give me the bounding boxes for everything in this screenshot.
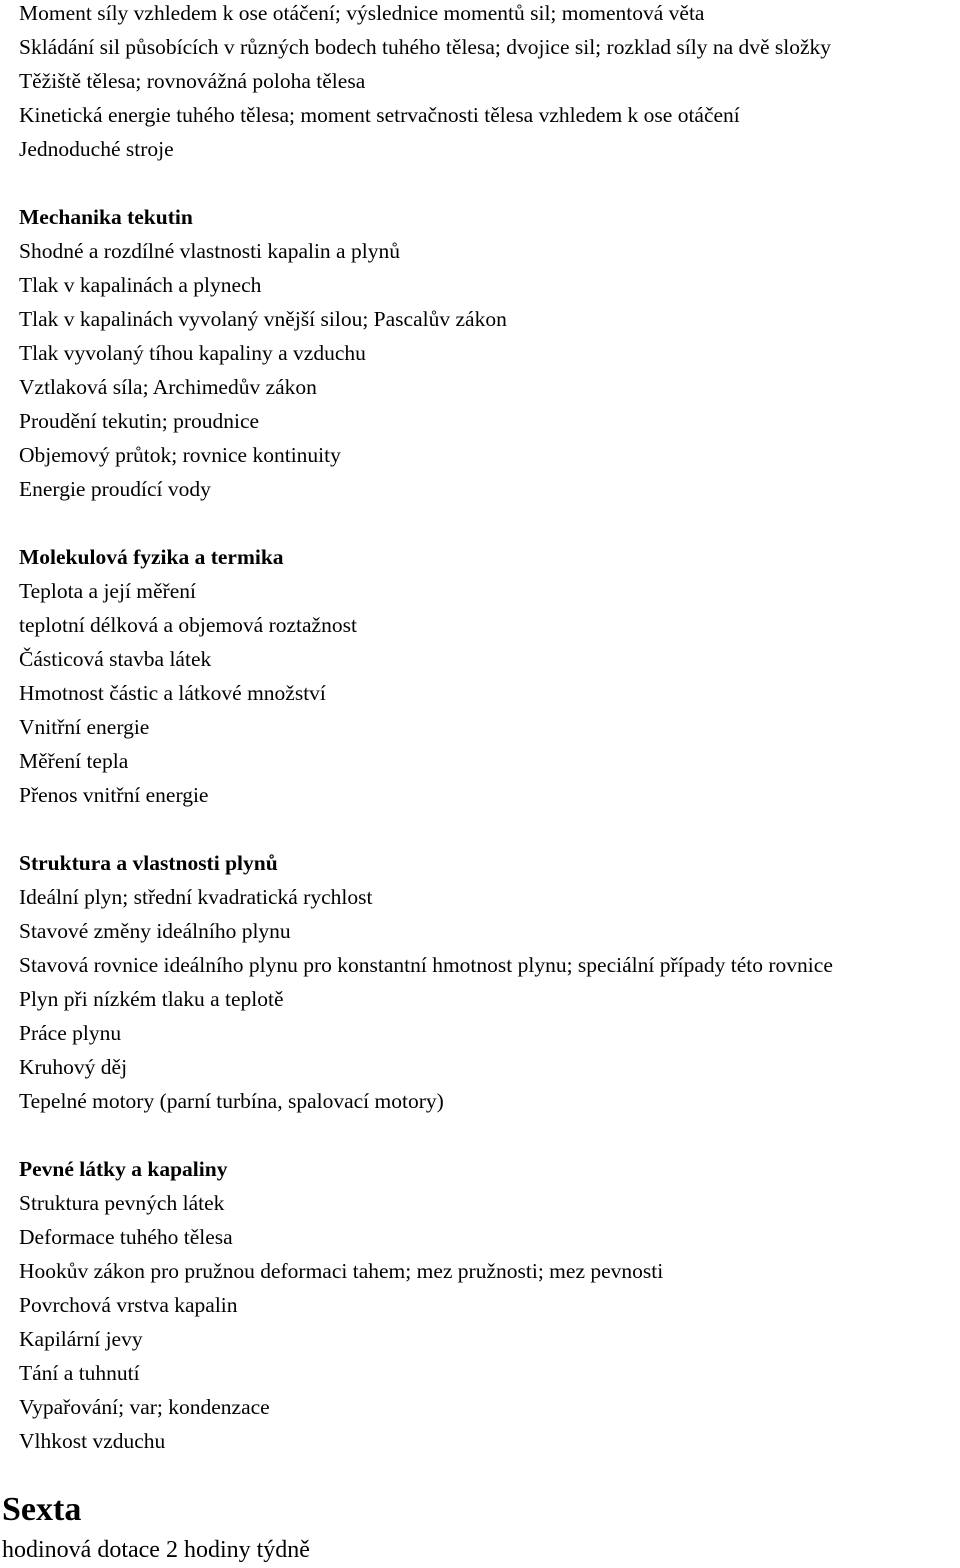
topic-line: Teplota a její měření	[19, 579, 196, 603]
topic-line: Proudění tekutin; proudnice	[19, 409, 260, 433]
section-heading: Molekulová fyzika a termika	[19, 545, 284, 569]
topic-line: Struktura pevných látek	[19, 1191, 225, 1215]
topic-line: Kapilární jevy	[19, 1327, 143, 1351]
topic-line: Stavová rovnice ideálního plynu pro konstantní hmotnost plynu; speciální případy této rovnice	[19, 953, 833, 977]
topic-line: Práce plynu	[19, 1021, 122, 1045]
topic-line: Vlhkost vzduchu	[19, 1429, 166, 1453]
section-heading: Mechanika tekutin	[19, 205, 193, 229]
topic-line: Shodné a rozdílné vlastnosti kapalin a plynů	[19, 239, 400, 263]
hours-allocation: hodinová dotace 2 hodiny týdně	[2, 1537, 310, 1563]
topic-line: Energie proudící vody	[19, 477, 211, 501]
topic-line: Tání a tuhnutí	[19, 1361, 140, 1385]
topic-line: Kinetická energie tuhého tělesa; moment setrvačnosti tělesa vzhledem k ose otáčení	[19, 103, 740, 127]
topic-line: Skládání sil působících v různých bodech tuhého tělesa; dvojice sil; rozklad síly na dvě složky	[19, 35, 832, 59]
topic-line: Plyn při nízkém tlaku a teplotě	[19, 987, 284, 1011]
topic-line: Těžiště tělesa; rovnovážná poloha tělesa	[19, 69, 366, 93]
topic-line: Stavové změny ideálního plynu	[19, 919, 291, 943]
topic-line: Hookův zákon pro pružnou deformaci tahem; mez pružnosti; mez pevnosti	[19, 1259, 664, 1283]
topic-line: Tepelné motory (parní turbína, spalovací motory)	[19, 1089, 444, 1113]
topic-line: Povrchová vrstva kapalin	[19, 1293, 238, 1317]
grade-title: Sexta	[2, 1491, 82, 1528]
topic-line: Tlak vyvolaný tíhou kapaliny a vzduchu	[19, 341, 366, 365]
topic-line: Kruhový děj	[19, 1055, 128, 1079]
section-heading: Pevné látky a kapaliny	[19, 1157, 228, 1181]
topic-line: Moment síly vzhledem k ose otáčení; výslednice momentů sil; momentová věta	[19, 1, 705, 25]
topic-line: Hmotnost částic a látkové množství	[19, 681, 326, 705]
topic-line: Deformace tuhého tělesa	[19, 1225, 233, 1249]
topic-line: Částicová stavba látek	[19, 647, 212, 671]
topic-line: Objemový průtok; rovnice kontinuity	[19, 443, 341, 467]
topic-line: Vztlaková síla; Archimedův zákon	[19, 375, 317, 399]
topic-line: Ideální plyn; střední kvadratická rychlost	[19, 885, 373, 909]
topic-line: Přenos vnitřní energie	[19, 783, 209, 807]
topic-line: teplotní délková a objemová roztažnost	[19, 613, 357, 637]
section-heading: Struktura a vlastnosti plynů	[19, 851, 278, 875]
topic-line: Vnitřní energie	[19, 715, 150, 739]
topic-line: Tlak v kapalinách vyvolaný vnější silou; Pascalův zákon	[19, 307, 507, 331]
topic-line: Měření tepla	[19, 749, 129, 773]
topic-line: Vypařování; var; kondenzace	[19, 1395, 270, 1419]
topic-line: Jednoduché stroje	[19, 137, 174, 161]
topic-line: Tlak v kapalinách a plynech	[19, 273, 262, 297]
